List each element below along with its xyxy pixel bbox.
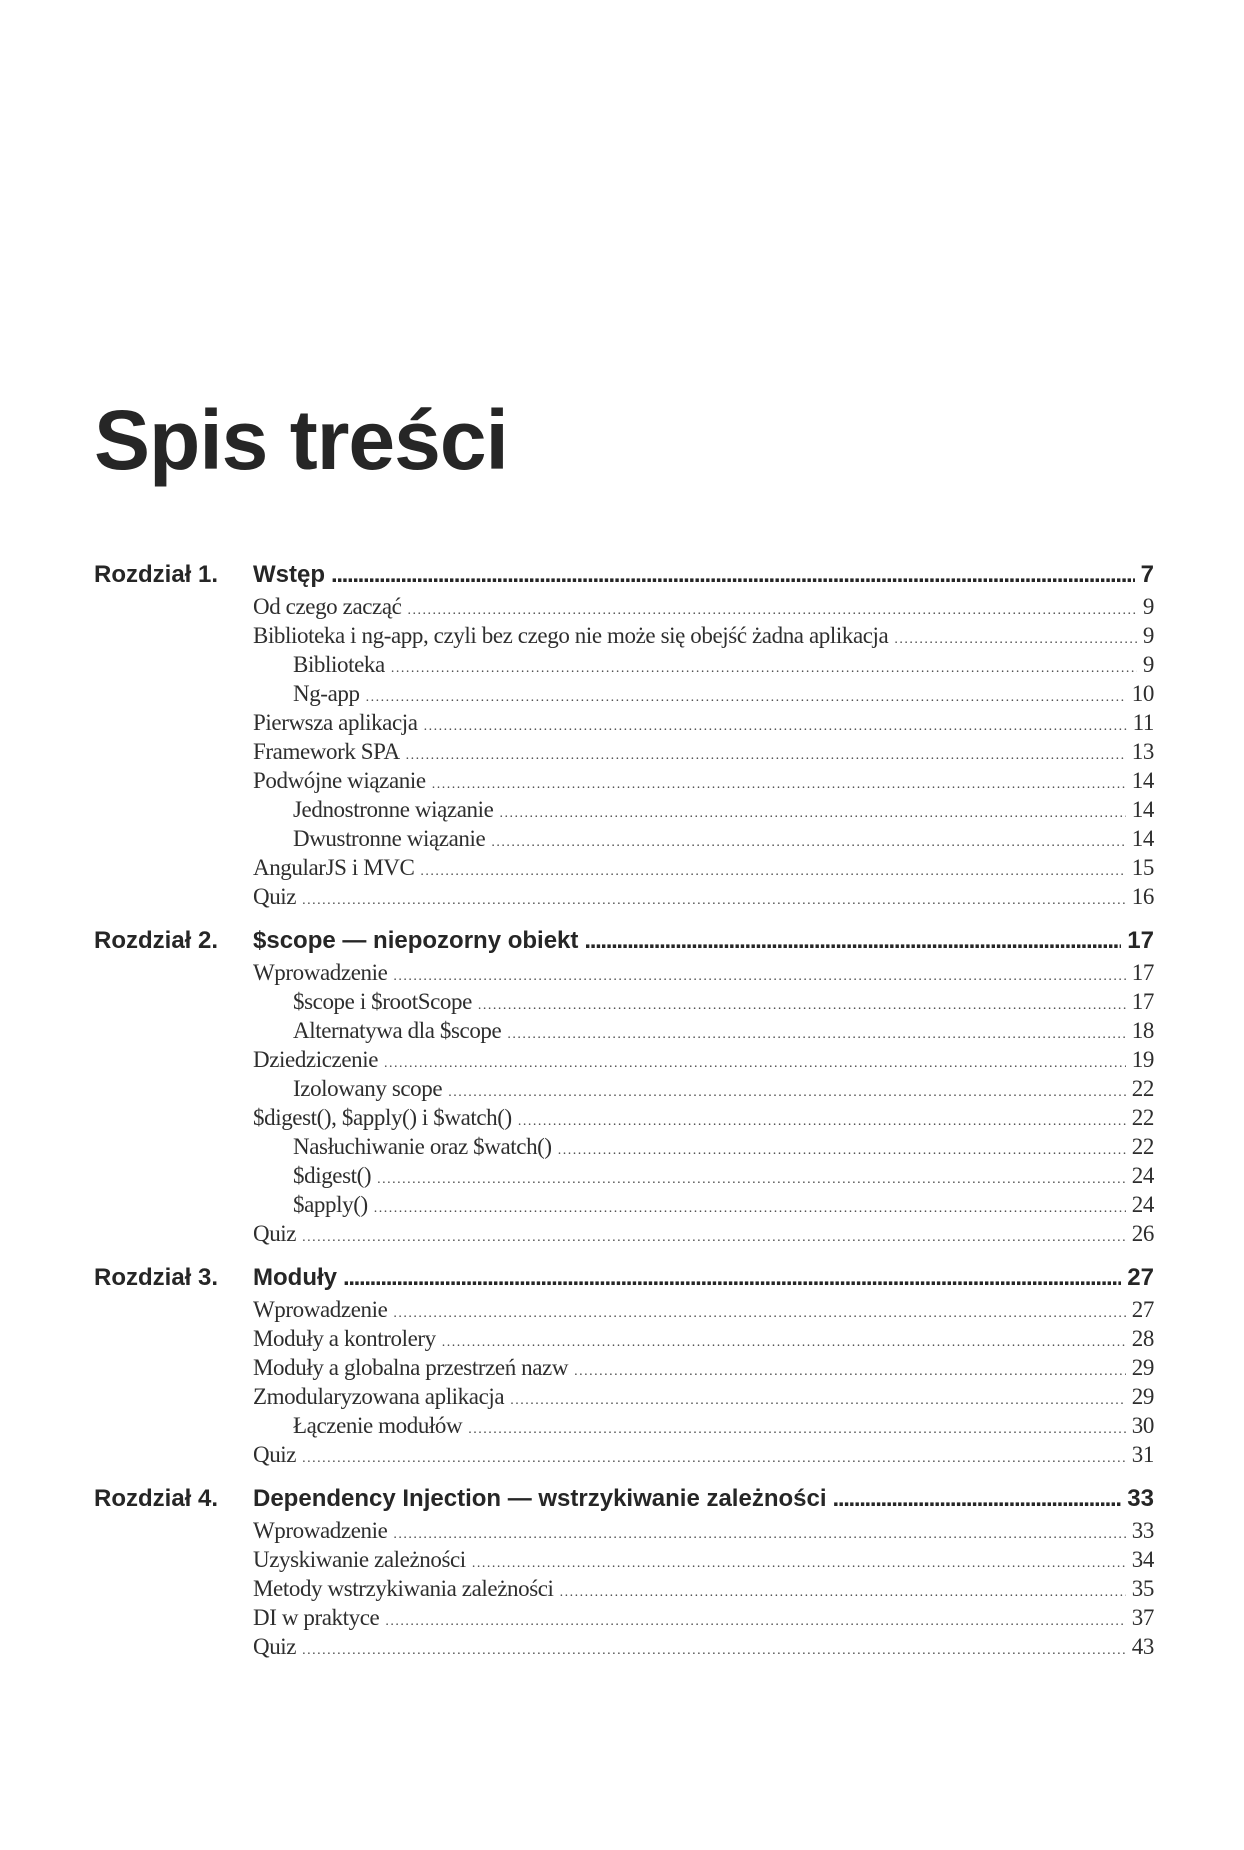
entry-title: DI w praktyce (253, 1605, 380, 1630)
entry-title: AngularJS i MVC (253, 855, 415, 880)
dot-leader (366, 683, 1126, 712)
toc-section-entry[interactable] (253, 1353, 1154, 1382)
entry-title: Biblioteka i ng-app, czyli bez czego nie może się obejść żadna aplikacja (253, 623, 889, 648)
toc-subsection-entry[interactable] (293, 824, 1154, 853)
dot-leader (499, 799, 1125, 828)
entry-page-number: 15 (1131, 855, 1154, 880)
dot-leader (393, 1520, 1125, 1549)
dot-leader (510, 1386, 1126, 1415)
dot-leader (406, 741, 1126, 770)
chapter-page-number: 27 (1127, 1264, 1154, 1291)
toc-section-entry[interactable] (253, 621, 1154, 650)
entry-page-number: 27 (1131, 1297, 1154, 1322)
entry-title: Wprowadzenie (253, 1518, 388, 1543)
entry-title: Pierwsza aplikacja (253, 710, 418, 735)
entry-title: Moduły a kontrolery (253, 1326, 436, 1351)
dot-leader (478, 991, 1126, 1020)
toc-section-entry[interactable] (253, 1382, 1154, 1411)
entry-title: $apply() (293, 1192, 368, 1217)
dot-leader (385, 1607, 1125, 1636)
dot-leader (432, 770, 1126, 799)
entry-page-number: 19 (1131, 1047, 1154, 1072)
entry-page-number: 22 (1131, 1134, 1154, 1159)
entry-title: Quiz (253, 884, 297, 909)
dot-leader (468, 1415, 1126, 1444)
toc-section-entry[interactable] (253, 1440, 1154, 1469)
entry-page-number: 11 (1132, 710, 1154, 735)
entry-title: Framework SPA (253, 739, 400, 764)
entry-title: Moduły a globalna przestrzeń nazw (253, 1355, 569, 1380)
entry-page-number: 10 (1131, 681, 1154, 706)
chapter-title: Moduły (253, 1264, 337, 1291)
dot-leader (472, 1549, 1126, 1578)
dot-leader (518, 1107, 1126, 1136)
dot-leader (584, 924, 1121, 958)
toc-subsection-entry[interactable] (293, 1132, 1154, 1161)
toc-section-entry[interactable] (253, 853, 1154, 882)
entry-page-number: 31 (1131, 1442, 1154, 1467)
entry-page-number: 17 (1131, 989, 1154, 1014)
toc-subsection-entry[interactable] (293, 1161, 1154, 1190)
entry-page-number: 37 (1131, 1605, 1154, 1630)
entry-title: Łączenie modułów (293, 1413, 463, 1438)
toc-subsection-entry[interactable] (293, 1074, 1154, 1103)
toc-section-entry[interactable] (253, 1219, 1154, 1248)
toc-section-entry[interactable] (253, 708, 1154, 737)
entry-title: Quiz (253, 1634, 297, 1659)
dot-leader (560, 1578, 1126, 1607)
chapter-heading[interactable] (94, 924, 1154, 958)
entry-title: $digest(), $apply() i $watch() (253, 1105, 512, 1130)
dot-leader (302, 1223, 1126, 1252)
toc-subsection-entry[interactable] (293, 1016, 1154, 1045)
toc-section-entry[interactable] (253, 1045, 1154, 1074)
dot-leader (424, 712, 1127, 741)
entry-page-number: 24 (1131, 1192, 1154, 1217)
entry-page-number: 24 (1131, 1163, 1154, 1188)
entry-page-number: 29 (1131, 1384, 1154, 1409)
chapter-title: Wstęp (253, 561, 325, 588)
entry-page-number: 9 (1142, 623, 1154, 648)
dot-leader (331, 558, 1135, 592)
entry-title: $scope i $rootScope (293, 989, 472, 1014)
chapter-label: Rozdział 2. (94, 927, 219, 954)
chapter-page-number: 7 (1140, 561, 1154, 588)
table-of-contents (94, 558, 1154, 1674)
toc-subsection-entry[interactable] (293, 795, 1154, 824)
dot-leader (574, 1357, 1126, 1386)
toc-section-entry[interactable] (253, 1632, 1154, 1661)
entry-title: Zmodularyzowana aplikacja (253, 1384, 505, 1409)
toc-section-entry[interactable] (253, 1574, 1154, 1603)
toc-subsection-entry[interactable] (293, 679, 1154, 708)
toc-section-entry[interactable] (253, 1295, 1154, 1324)
dot-leader (393, 1299, 1125, 1328)
dot-leader (507, 1020, 1125, 1049)
entry-page-number: 14 (1131, 826, 1154, 851)
toc-subsection-entry[interactable] (293, 987, 1154, 1016)
toc-section-entry[interactable] (253, 1324, 1154, 1353)
toc-subsection-entry[interactable] (293, 1190, 1154, 1219)
entry-page-number: 33 (1131, 1518, 1154, 1543)
entry-title: Metody wstrzykiwania zależności (253, 1576, 554, 1601)
page-title: Spis treści (94, 393, 508, 487)
toc-section-entry[interactable] (253, 1545, 1154, 1574)
dot-leader (833, 1482, 1122, 1516)
entry-page-number: 18 (1131, 1018, 1154, 1043)
entry-page-number: 9 (1142, 594, 1154, 619)
dot-leader (302, 1444, 1126, 1473)
toc-section-entry[interactable] (253, 592, 1154, 621)
toc-section-entry[interactable] (253, 1516, 1154, 1545)
chapter-title-row (253, 924, 1154, 958)
toc-section-entry[interactable] (253, 1603, 1154, 1632)
entry-title: Jednostronne wiązanie (293, 797, 494, 822)
dot-leader (894, 625, 1137, 654)
entry-title: Dwustronne wiązanie (293, 826, 486, 851)
entry-page-number: 29 (1131, 1355, 1154, 1380)
toc-section-entry[interactable] (253, 882, 1154, 911)
entry-page-number: 9 (1142, 652, 1154, 677)
chapter-title-row (253, 1261, 1154, 1295)
chapter-label: Rozdział 4. (94, 1485, 219, 1512)
entry-page-number: 13 (1131, 739, 1154, 764)
toc-chapter (94, 558, 1154, 911)
entry-title: Quiz (253, 1442, 297, 1467)
chapter-heading[interactable] (94, 1482, 1154, 1516)
entry-title: Dziedziczenie (253, 1047, 379, 1072)
entry-title: $digest() (293, 1163, 372, 1188)
chapter-heading[interactable] (94, 558, 1154, 592)
chapter-page-number: 33 (1127, 1485, 1154, 1512)
toc-subsection-entry[interactable] (293, 1411, 1154, 1440)
toc-subsection-entry[interactable] (293, 650, 1154, 679)
toc-section-entry[interactable] (253, 958, 1154, 987)
dot-leader (384, 1049, 1126, 1078)
entry-title: Biblioteka (293, 652, 385, 677)
dot-leader (491, 828, 1125, 857)
entry-page-number: 22 (1131, 1076, 1154, 1101)
chapter-title-row (253, 558, 1154, 592)
entry-page-number: 34 (1131, 1547, 1154, 1572)
entry-title: Quiz (253, 1221, 297, 1246)
entry-page-number: 43 (1131, 1634, 1154, 1659)
dot-leader (420, 857, 1125, 886)
dot-leader (377, 1165, 1126, 1194)
chapter-title: $scope — niepozorny obiekt (253, 927, 579, 954)
toc-chapter (94, 924, 1154, 1248)
chapter-label: Rozdział 1. (94, 561, 219, 588)
entry-title: Ng-app (293, 681, 360, 706)
chapter-heading[interactable] (94, 1261, 1154, 1295)
entry-title: Od czego zacząć (253, 594, 402, 619)
chapter-page-number: 17 (1127, 927, 1154, 954)
dot-leader (374, 1194, 1126, 1223)
dot-leader (343, 1261, 1121, 1295)
entry-page-number: 14 (1131, 797, 1154, 822)
dot-leader (393, 962, 1125, 991)
entry-page-number: 35 (1131, 1576, 1154, 1601)
entry-page-number: 14 (1131, 768, 1154, 793)
entry-page-number: 30 (1131, 1413, 1154, 1438)
entry-page-number: 28 (1131, 1326, 1154, 1351)
entry-page-number: 17 (1131, 960, 1154, 985)
entry-page-number: 16 (1131, 884, 1154, 909)
toc-chapter (94, 1482, 1154, 1661)
toc-section-entry[interactable] (253, 766, 1154, 795)
chapter-title-row (253, 1482, 1154, 1516)
toc-section-entry[interactable] (253, 1103, 1154, 1132)
entry-page-number: 26 (1131, 1221, 1154, 1246)
toc-section-entry[interactable] (253, 737, 1154, 766)
entry-title: Alternatywa dla $scope (293, 1018, 502, 1043)
toc-chapter (94, 1261, 1154, 1469)
entry-title: Podwójne wiązanie (253, 768, 426, 793)
dot-leader (302, 886, 1126, 915)
entry-title: Wprowadzenie (253, 1297, 388, 1322)
entry-title: Nasłuchiwanie oraz $watch() (293, 1134, 552, 1159)
dot-leader (448, 1078, 1126, 1107)
chapter-title: Dependency Injection — wstrzykiwanie zależności (253, 1485, 827, 1512)
dot-leader (391, 654, 1137, 683)
dot-leader (302, 1636, 1126, 1665)
entry-page-number: 22 (1131, 1105, 1154, 1130)
entry-title: Uzyskiwanie zależności (253, 1547, 466, 1572)
entry-title: Wprowadzenie (253, 960, 388, 985)
dot-leader (558, 1136, 1126, 1165)
entry-title: Izolowany scope (293, 1076, 443, 1101)
chapter-label: Rozdział 3. (94, 1264, 219, 1291)
